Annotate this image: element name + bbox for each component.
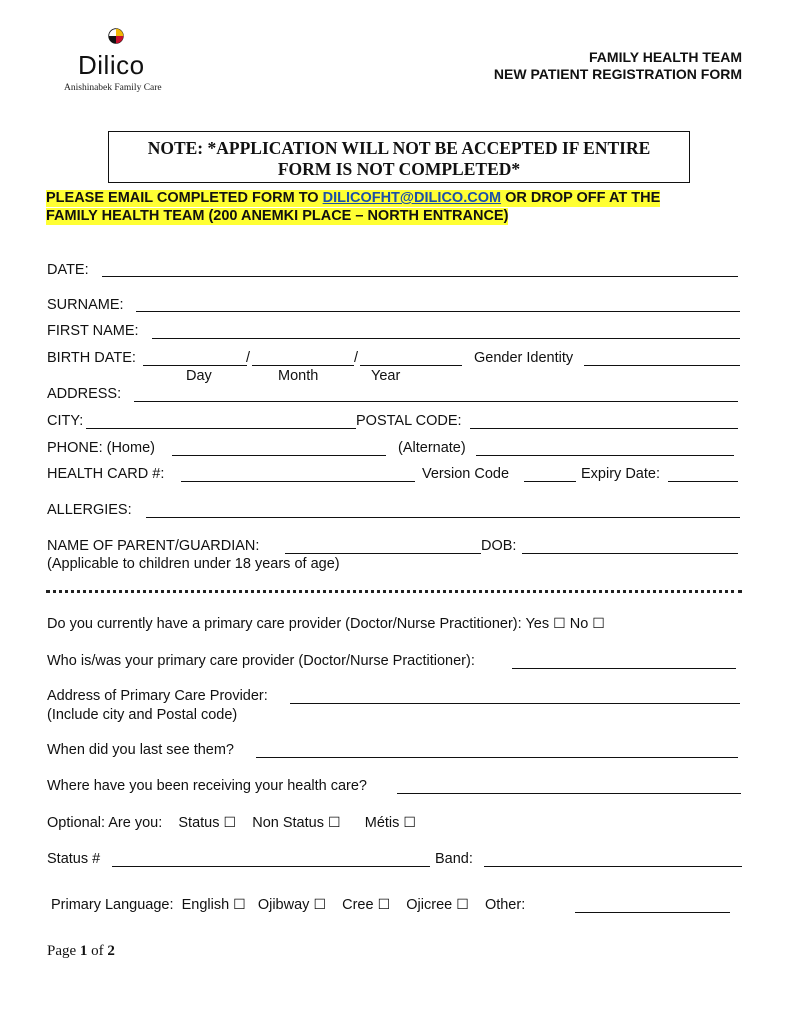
instruction-post: OR DROP OFF AT THE [501,190,661,206]
last-seen-label: When did you last see them? [47,742,234,758]
ojibway-label: Ojibway [257,897,310,913]
medicine-wheel-icon [108,28,124,44]
phone-home-field[interactable] [172,455,386,456]
dob-label: DOB: [481,538,517,554]
date-label: DATE: [47,262,89,278]
phone-home-label: PHONE: (Home) [47,440,155,456]
page-of: of [91,943,104,959]
first-name-label: FIRST NAME: [47,323,139,339]
metis-checkbox[interactable]: ☐ [403,815,416,831]
first-name-field[interactable] [152,338,740,339]
language-label: Primary Language: [51,897,174,913]
parent-field[interactable] [285,553,481,554]
cree-checkbox[interactable]: ☐ [377,897,391,913]
language-row [51,898,525,913]
note-line-1: NOTE: *APPLICATION WILL NOT BE ACCEPTED IF ENTIRE [147,138,651,158]
ojibway-checkbox[interactable]: ☐ [313,897,326,913]
cree-label: Cree [342,897,374,913]
postal-field[interactable] [470,428,738,429]
dob-field[interactable] [522,553,738,554]
non-status-label: Non Status [252,815,324,831]
day-caption: Day [186,368,212,384]
section-divider [46,590,742,593]
phone-alternate-label: (Alternate) [398,440,466,456]
yes-checkbox[interactable]: ☐ [553,616,566,632]
english-checkbox[interactable]: ☐ [233,897,246,913]
note-box [108,131,690,183]
parent-label: NAME OF PARENT/GUARDIAN: [47,538,260,554]
logo-tagline: Anishinabek Family Care [64,83,162,93]
email-link[interactable]: DILICOFHT@DILICO.COM [322,190,502,206]
logo-wordmark: Dilico [78,50,145,80]
metis-label: Métis [364,815,400,831]
no-label: No [569,616,589,632]
provider-name-field[interactable] [512,668,736,669]
parent-note: (Applicable to children under 18 years of age) [47,556,340,572]
allergies-label: ALLERGIES: [47,502,132,518]
surname-label: SURNAME: [47,297,124,313]
page-current: 1 [79,943,88,959]
instruction-line-1 [46,190,660,207]
instruction-line-2: FAMILY HEALTH TEAM (200 ANEMKI PLACE – NORTH ENTRANCE) [46,208,509,224]
optional-label: Optional: Are you: [47,815,163,831]
provider-name-label: Who is/was your primary care provider (Doctor/Nurse Practitioner): [47,653,475,669]
status-label: Status [178,815,220,831]
yes-label: Yes [525,616,550,632]
health-care-source-field[interactable] [397,793,741,794]
last-seen-field[interactable] [256,757,738,758]
optional-status-row [47,816,416,831]
health-card-field[interactable] [181,481,415,482]
provider-address-field[interactable] [290,703,740,704]
logo [64,28,178,94]
postal-label: POSTAL CODE: [356,413,462,429]
birth-year-field[interactable] [360,365,462,366]
month-caption: Month [278,368,319,384]
version-code-field[interactable] [524,481,576,482]
english-label: English [181,897,230,913]
primary-care-question [47,617,605,632]
city-label: CITY: [47,413,84,429]
phone-alternate-field[interactable] [476,455,734,456]
allergies-field[interactable] [146,517,740,518]
page-number [47,943,115,960]
surname-field[interactable] [136,311,740,312]
health-care-source-label: Where have you been receiving your health care? [47,778,367,794]
header-line-2: NEW PATIENT REGISTRATION FORM [493,66,742,82]
year-caption: Year [371,368,401,384]
birth-month-field[interactable] [252,365,354,366]
birth-date-label: BIRTH DATE: [47,350,136,366]
non-status-checkbox[interactable]: ☐ [328,815,341,831]
ojicree-checkbox[interactable]: ☐ [456,897,469,913]
date-separator: / [354,350,359,366]
other-language-field[interactable] [575,912,730,913]
gender-label: Gender Identity [474,350,574,366]
birth-day-field[interactable] [143,365,247,366]
gender-field[interactable] [584,365,740,366]
expiry-date-field[interactable] [668,481,738,482]
instruction-pre: PLEASE EMAIL COMPLETED FORM TO [46,190,323,206]
ojicree-label: Ojicree [406,897,453,913]
version-code-label: Version Code [422,466,510,482]
header-line-1: FAMILY HEALTH TEAM [589,49,742,65]
address-label: ADDRESS: [47,386,122,402]
page-word: Page [47,943,77,959]
band-field[interactable] [484,866,742,867]
status-number-field[interactable] [112,866,430,867]
band-label: Band: [435,851,473,867]
note-line-2: FORM IS NOT COMPLETED* [277,159,521,179]
health-card-label: HEALTH CARD #: [47,466,165,482]
status-number-label: Status # [47,851,101,867]
provider-address-label: Address of Primary Care Provider: [47,688,268,704]
status-checkbox[interactable]: ☐ [223,815,237,831]
page-total: 2 [107,943,115,959]
primary-care-question-text: Do you currently have a primary care provider (Doctor/Nurse Practitioner): [47,616,522,632]
date-separator: / [246,350,251,366]
city-field[interactable] [86,428,356,429]
address-field[interactable] [134,401,738,402]
no-checkbox[interactable]: ☐ [592,616,605,632]
expiry-date-label: Expiry Date: [581,466,660,482]
provider-address-note: (Include city and Postal code) [47,707,238,723]
other-label: Other: [484,897,526,913]
date-field[interactable] [102,276,738,277]
